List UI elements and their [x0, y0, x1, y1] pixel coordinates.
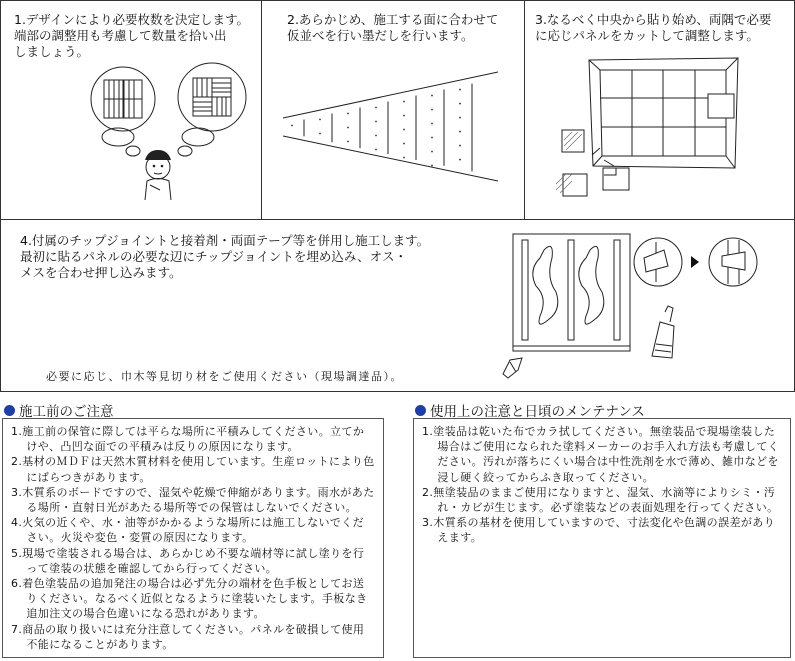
maintenance-item: 2.無塗装品のままご使用になりますと、湿気、水滴等によりシミ・汚れ・カビが生じます。必ず塗装などの表面処理を行ってください。	[422, 485, 779, 515]
precautions-item: 1.施工前の保管に際しては平らな場所に平積みしてください。立てかけや、凸凹な面での平積みは反りの原因になります。	[11, 425, 365, 454]
precautions-item: 2.基材のＭＤＦは天然木質材料を使用しています。生産ロットにより色にばらつきがあります。	[11, 455, 375, 484]
maintenance-title: 使用上の注意と日頃のメンテナンス	[415, 400, 645, 420]
spatula-icon	[652, 306, 674, 358]
precautions-item: 7.商品の取り扱いには充分注意してください。パネルを破損して使用不能になることがあります。	[11, 622, 365, 651]
precautions-box	[2, 418, 384, 658]
step4-text: 4.付属のチップジョイントと接着剤・両面テープ等を併用し施工します。 最初に貼るパネルの必要な辺にチップジョイントを埋め込み、オス・ メスを合わせ押し込みます。	[20, 233, 430, 280]
precautions-title: 施工前のご注意	[4, 400, 114, 420]
step3-text: 3.なるべく中央から貼り始め、両隅で必要 に応じパネルをカットして調整します。	[535, 12, 772, 43]
maintenance-box	[413, 418, 791, 658]
trim-note: 必要に応じ、巾木等見切り材をご使用ください（現場調達品）。	[46, 370, 403, 383]
step1-text: 1.デザインにより必要枚数を決定します。 端部の調整用も考慮して数量を拾い出 しましょう。	[14, 12, 250, 59]
step2-text: 2.あらかじめ、施工する面に合わせて 仮並べを行い墨だしを行います。	[287, 12, 499, 43]
maintenance-item: 1.塗装品は乾いた布でカラ拭してください。無塗装品で現場塗装した場合はご使用になられた塗料メーカーのお手入れ方法も考慮してください。汚れが落ちにくい場合は中性洗剤を水で薄め、雑巾などを浸し硬く絞ってからふき取ってください。	[422, 425, 780, 484]
maintenance-item: 3.木質系の基材を使用していますので、寸法変化や色調の誤差がありえます。	[422, 516, 776, 545]
bullet-icon	[415, 405, 426, 416]
precautions-item: 4.火気の近くや、水・油等がかかるような場所には施工しないでください。火災や変色・変質の原因になります。	[11, 516, 365, 545]
arrow-right-icon	[691, 256, 699, 268]
precautions-item: 6.着色塗装品の追加発注の場合は必ず先分の端材を色手板としてお送りください。なるべく近似となるように塗装いたします。手板なき追加注文の場合色違いになる恐れがあります。	[11, 577, 368, 621]
chip-joint-icon	[503, 358, 522, 378]
precautions-list	[11, 424, 375, 652]
bullet-icon	[4, 405, 15, 416]
maintenance-list	[422, 424, 782, 546]
precautions-item: 5.現場で塗装される場合は、あらかじめ不要な端材等に試し塗りを行って塗装の状態を確認してから行ってください。	[11, 546, 365, 575]
precautions-item: 3.木質系のボードですので、湿気や乾燥で伸縮があります。雨水があたる場所・直射日光があたる場所等での保管はしないでください。	[11, 485, 375, 515]
